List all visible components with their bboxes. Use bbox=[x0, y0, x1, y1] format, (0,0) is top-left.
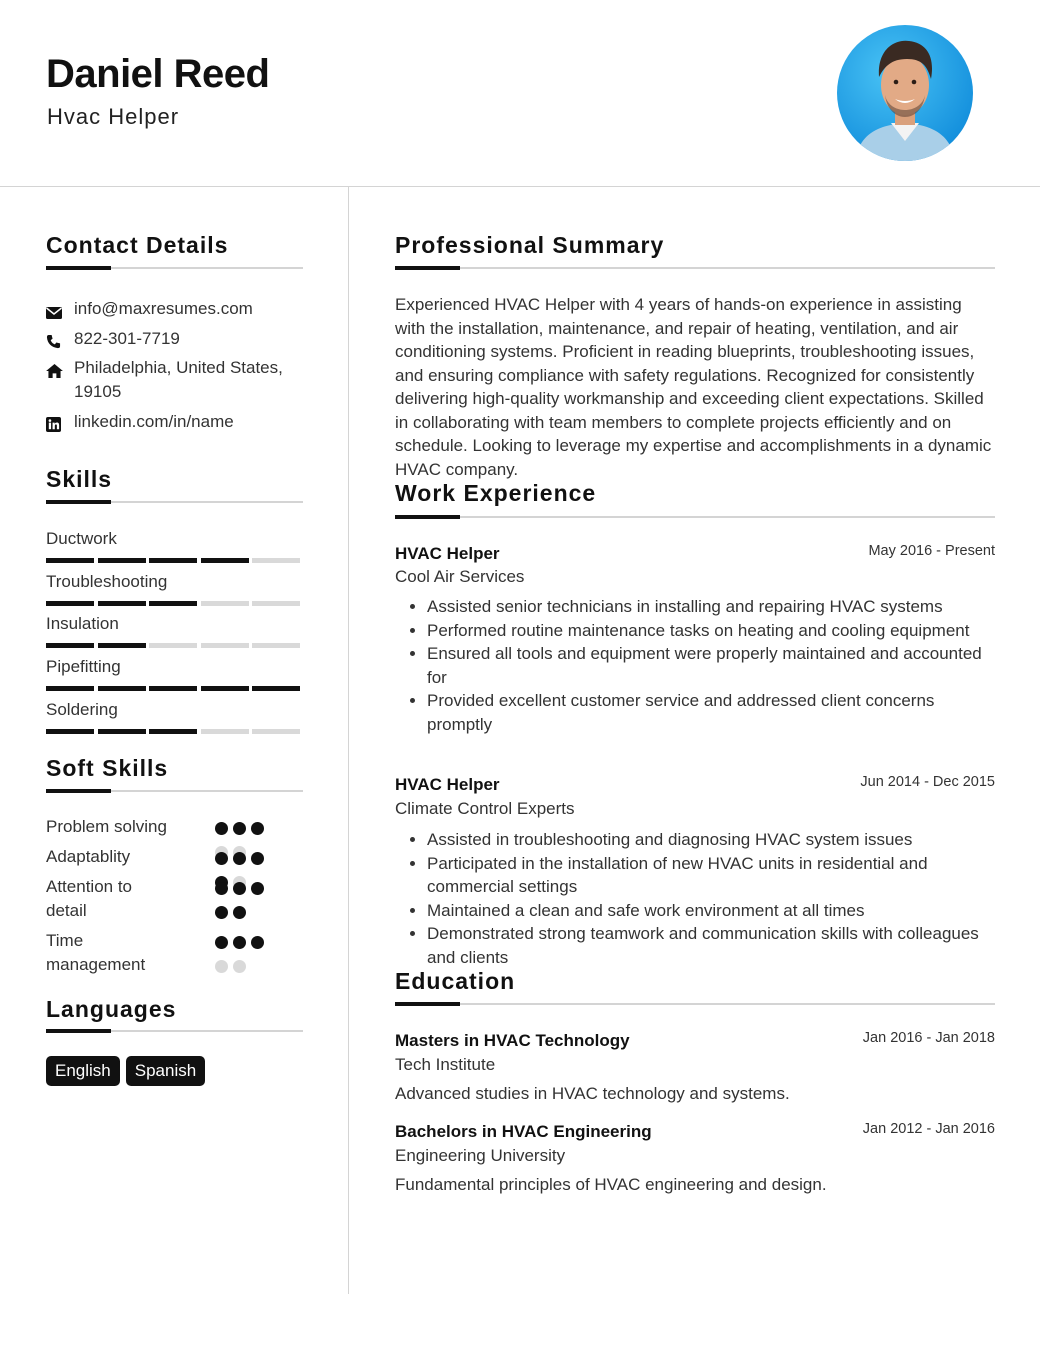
skills-rule bbox=[46, 501, 303, 503]
skill-level-segment bbox=[201, 601, 249, 606]
soft-skill-label: Time management bbox=[46, 931, 146, 974]
job-bullets bbox=[395, 595, 997, 736]
soft-skill-label: Attention to detail bbox=[46, 877, 133, 920]
skill-level-segment bbox=[252, 601, 300, 606]
address-text: Philadelphia, United States, 19105 bbox=[74, 358, 283, 401]
skill-level-segment bbox=[252, 558, 300, 563]
skill-level-segment bbox=[149, 686, 197, 691]
skill-level-segment bbox=[46, 643, 94, 648]
education-date: Jan 2012 - Jan 2016 bbox=[862, 1121, 995, 1137]
skill-level-segment bbox=[98, 601, 146, 606]
profile-photo-image bbox=[837, 25, 973, 161]
skill-level-segment bbox=[252, 686, 300, 691]
skill-level-segment bbox=[252, 643, 300, 648]
soft-skills-rule bbox=[46, 790, 303, 792]
linkedin-icon bbox=[46, 410, 74, 439]
envelope-icon bbox=[46, 297, 74, 326]
summary-heading: Professional Summary bbox=[395, 232, 665, 258]
language-tags bbox=[46, 1056, 211, 1086]
summary-text: Experienced HVAC Helper with 4 years of hands-on experience in assisting with the installation, maintenance, and repair of heating, ventilation, and air conditioning systems. Proficient in reading blueprints, troubleshooting issues, and ensuring compliance with safety regulations. Recognized for consistently delivering high-quality workmanship and exceeding client expectations. Skilled in collaborating with team members to complete projects efficiently and on schedule. Looking to leverage my expertise and accomplishments in a dynamic HVAC company. bbox=[395, 295, 992, 479]
skill-level-segment bbox=[98, 643, 146, 648]
contact-rule bbox=[46, 267, 303, 269]
job-company: Cool Air Services bbox=[395, 567, 525, 586]
profile-photo bbox=[837, 25, 973, 161]
skill-level-segment bbox=[201, 558, 249, 563]
experience-rule bbox=[395, 516, 995, 518]
skill-level-segment bbox=[98, 729, 146, 734]
soft-skill-dot bbox=[233, 852, 246, 865]
soft-skill-dot bbox=[215, 906, 228, 919]
languages-rule bbox=[46, 1030, 303, 1032]
job-date: May 2016 - Present bbox=[868, 543, 995, 559]
skill-level-segment bbox=[149, 558, 197, 563]
skills-heading: Skills bbox=[46, 466, 113, 492]
skill-level-segment bbox=[252, 729, 300, 734]
soft-skill-label: Problem solving bbox=[46, 817, 167, 836]
skill-level-segment bbox=[149, 729, 197, 734]
job-title: HVAC Helper bbox=[395, 775, 500, 794]
skill-level-bar bbox=[46, 601, 304, 606]
home-icon bbox=[46, 356, 74, 385]
job-company: Climate Control Experts bbox=[395, 799, 575, 818]
job-bullet: • Maintained a clean and safe work environment at all times bbox=[427, 899, 997, 923]
job-title: HVAC Helper bbox=[395, 544, 500, 563]
contact-linkedin[interactable] bbox=[46, 410, 304, 439]
soft-skill-dot bbox=[233, 960, 246, 973]
soft-skill-dot bbox=[233, 882, 246, 895]
language-tag: Spanish bbox=[126, 1056, 205, 1086]
job-bullet: • Provided excellent customer service and addressed client concerns promptly bbox=[427, 689, 997, 736]
skill-level-segment bbox=[201, 686, 249, 691]
school-name: Tech Institute bbox=[395, 1055, 496, 1074]
phone-icon bbox=[46, 327, 74, 356]
skill-level-segment bbox=[46, 601, 94, 606]
degree-title: Bachelors in HVAC Engineering bbox=[395, 1122, 652, 1141]
candidate-title: Hvac Helper bbox=[47, 104, 180, 129]
skill-label: Soldering bbox=[46, 700, 118, 719]
linkedin-text: linkedin.com/in/name bbox=[74, 412, 234, 431]
job-bullet: • Demonstrated strong teamwork and communication skills with colleagues and clients bbox=[427, 922, 997, 969]
job-bullet: • Assisted in troubleshooting and diagnosing HVAC system issues bbox=[427, 828, 997, 852]
education-desc: Advanced studies in HVAC technology and systems. bbox=[395, 1084, 790, 1103]
soft-skill-dot bbox=[215, 822, 228, 835]
contact-address bbox=[46, 356, 304, 404]
skill-level-segment bbox=[98, 558, 146, 563]
soft-skill-dot bbox=[251, 936, 264, 949]
skill-label: Ductwork bbox=[46, 529, 117, 548]
languages-heading: Languages bbox=[46, 996, 177, 1022]
school-name: Engineering University bbox=[395, 1146, 566, 1165]
email-text: info@maxresumes.com bbox=[74, 299, 253, 318]
skill-label: Insulation bbox=[46, 614, 119, 633]
soft-skill-dots bbox=[215, 936, 285, 984]
skill-level-bar bbox=[46, 558, 304, 563]
skill-level-segment bbox=[46, 686, 94, 691]
job-date: Jun 2014 - Dec 2015 bbox=[860, 774, 995, 790]
soft-skill-dot bbox=[251, 882, 264, 895]
skill-level-bar bbox=[46, 643, 304, 648]
skill-level-bar bbox=[46, 686, 304, 691]
education-date: Jan 2016 - Jan 2018 bbox=[862, 1030, 995, 1046]
soft-skill-dot bbox=[215, 882, 228, 895]
job-bullet: • Performed routine maintenance tasks on heating and cooling equipment bbox=[427, 619, 997, 643]
summary-rule bbox=[395, 267, 995, 269]
contact-phone[interactable] bbox=[46, 327, 304, 356]
skill-level-segment bbox=[46, 729, 94, 734]
skill-level-segment bbox=[98, 686, 146, 691]
skill-level-segment bbox=[149, 601, 197, 606]
skill-level-segment bbox=[201, 643, 249, 648]
degree-title: Masters in HVAC Technology bbox=[395, 1031, 630, 1050]
job-bullet: • Assisted senior technicians in installing and repairing HVAC systems bbox=[427, 595, 997, 619]
education-heading: Education bbox=[395, 968, 516, 994]
soft-skill-dots bbox=[215, 882, 285, 930]
skill-label: Pipefitting bbox=[46, 657, 121, 676]
soft-skills-heading: Soft Skills bbox=[46, 755, 169, 781]
job-bullet: • Participated in the installation of new HVAC units in residential and commercial settings bbox=[427, 852, 997, 899]
skill-level-bar bbox=[46, 729, 304, 734]
candidate-name: Daniel Reed bbox=[46, 52, 270, 96]
skill-level-segment bbox=[201, 729, 249, 734]
language-tag: English bbox=[46, 1056, 120, 1086]
soft-skill-dot bbox=[215, 960, 228, 973]
column-divider bbox=[348, 186, 349, 1294]
resume-header bbox=[0, 0, 1040, 187]
skill-label: Troubleshooting bbox=[46, 572, 168, 591]
soft-skill-dot bbox=[233, 936, 246, 949]
phone-text: 822-301-7719 bbox=[74, 329, 180, 348]
soft-skill-dot bbox=[215, 936, 228, 949]
education-desc: Fundamental principles of HVAC engineering and design. bbox=[395, 1175, 827, 1194]
soft-skill-dot bbox=[215, 852, 228, 865]
education-rule bbox=[395, 1003, 995, 1005]
job-bullet: • Ensured all tools and equipment were properly maintained and accounted for bbox=[427, 642, 997, 689]
soft-skill-dot bbox=[251, 852, 264, 865]
skill-level-segment bbox=[149, 643, 197, 648]
experience-heading: Work Experience bbox=[395, 480, 597, 506]
soft-skill-dot bbox=[233, 906, 246, 919]
contact-heading: Contact Details bbox=[46, 232, 229, 258]
soft-skill-label: Adaptablity bbox=[46, 847, 131, 866]
job-bullets bbox=[395, 828, 997, 969]
soft-skill-dot bbox=[233, 822, 246, 835]
soft-skill-dot bbox=[251, 822, 264, 835]
contact-email[interactable] bbox=[46, 297, 304, 326]
skill-level-segment bbox=[46, 558, 94, 563]
